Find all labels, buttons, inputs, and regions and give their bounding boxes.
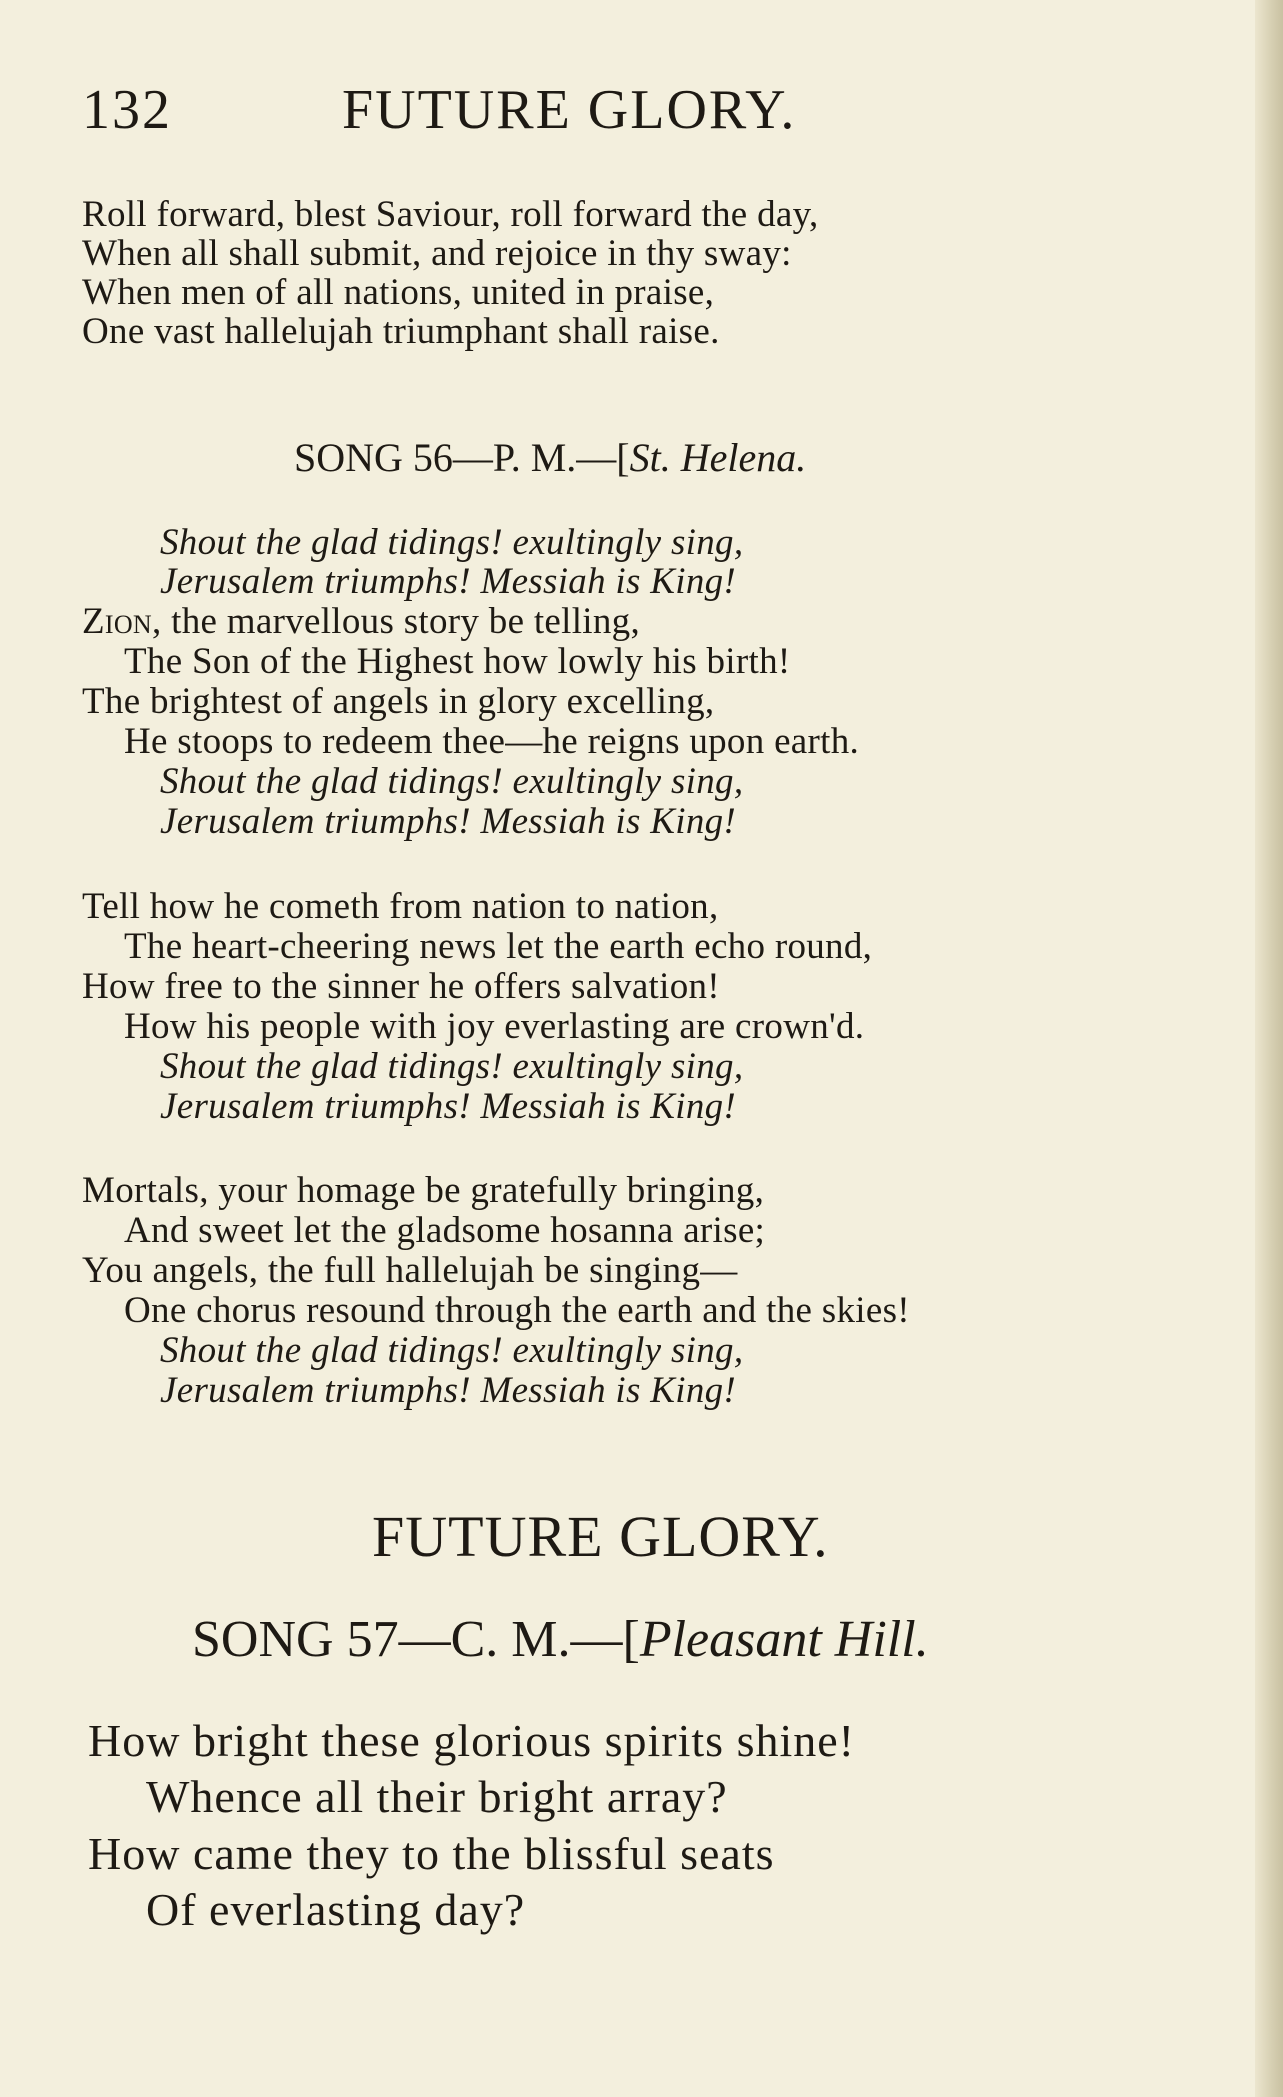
page-number: 132 xyxy=(82,79,172,141)
song-number-meter: SONG 56—P. M.—[ xyxy=(294,435,630,480)
page-edge xyxy=(1255,0,1283,2097)
verse-line: One vast hallelujah triumphant shall raise. xyxy=(82,311,720,352)
song-number-meter: SONG 57—C. M.—[ xyxy=(192,1611,640,1668)
chorus-line: Jerusalem triumphs! Messiah is King! xyxy=(160,1086,737,1127)
verse-line: When all shall submit, and rejoice in thy sway: xyxy=(82,233,792,274)
verse-line: He stoops to redeem thee—he reigns upon earth. xyxy=(124,721,860,762)
verse-line-text: , the marvellous story be telling, xyxy=(152,601,641,642)
verse-line: One chorus resound through the earth and the skies! xyxy=(124,1290,910,1331)
verse-line: How bright these glorious spirits shine! xyxy=(88,1715,855,1766)
verse-line: Tell how he cometh from nation to nation, xyxy=(82,886,719,927)
verse-line: How free to the sinner he offers salvation! xyxy=(82,966,720,1007)
verse-line: The brightest of angels in glory excelling, xyxy=(82,681,715,722)
verse-line: How his people with joy everlasting are crown'd. xyxy=(124,1006,865,1047)
song-57-heading xyxy=(192,1611,929,1668)
verse-line: Mortals, your homage be gratefully bringing, xyxy=(82,1170,765,1211)
section-title: FUTURE GLORY. xyxy=(372,1504,829,1569)
chorus-line: Jerusalem triumphs! Messiah is King! xyxy=(160,1370,737,1411)
verse-line: And sweet let the gladsome hosanna arise; xyxy=(124,1210,766,1251)
verse-line xyxy=(82,603,640,640)
chorus-line: Shout the glad tidings! exultingly sing, xyxy=(160,1046,744,1087)
verse-line: Whence all their bright array? xyxy=(146,1771,728,1822)
zion-word: Zion xyxy=(82,601,153,642)
chorus-line: Jerusalem triumphs! Messiah is King! xyxy=(160,561,737,602)
tune-name: Pleasant Hill. xyxy=(639,1611,929,1668)
chorus-line: Jerusalem triumphs! Messiah is King! xyxy=(160,801,737,842)
verse-line: How came they to the blissful seats xyxy=(88,1828,775,1879)
verse-line: You angels, the full hallelujah be singing— xyxy=(82,1250,738,1291)
tune-name: St. Helena. xyxy=(629,435,807,480)
song-56-heading xyxy=(294,435,807,480)
verse-line: The heart-cheering news let the earth echo round, xyxy=(124,926,873,967)
verse-line: When men of all nations, united in praise, xyxy=(82,272,715,313)
verse-line: The Son of the Highest how lowly his birth! xyxy=(124,641,791,682)
verse-line: Roll forward, blest Saviour, roll forward the day, xyxy=(82,194,819,235)
verse-line: Of everlasting day? xyxy=(146,1884,526,1935)
running-title: FUTURE GLORY. xyxy=(342,79,797,141)
chorus-line: Shout the glad tidings! exultingly sing, xyxy=(160,1330,744,1371)
chorus-line: Shout the glad tidings! exultingly sing, xyxy=(160,761,744,802)
chorus-line: Shout the glad tidings! exultingly sing, xyxy=(160,522,744,563)
